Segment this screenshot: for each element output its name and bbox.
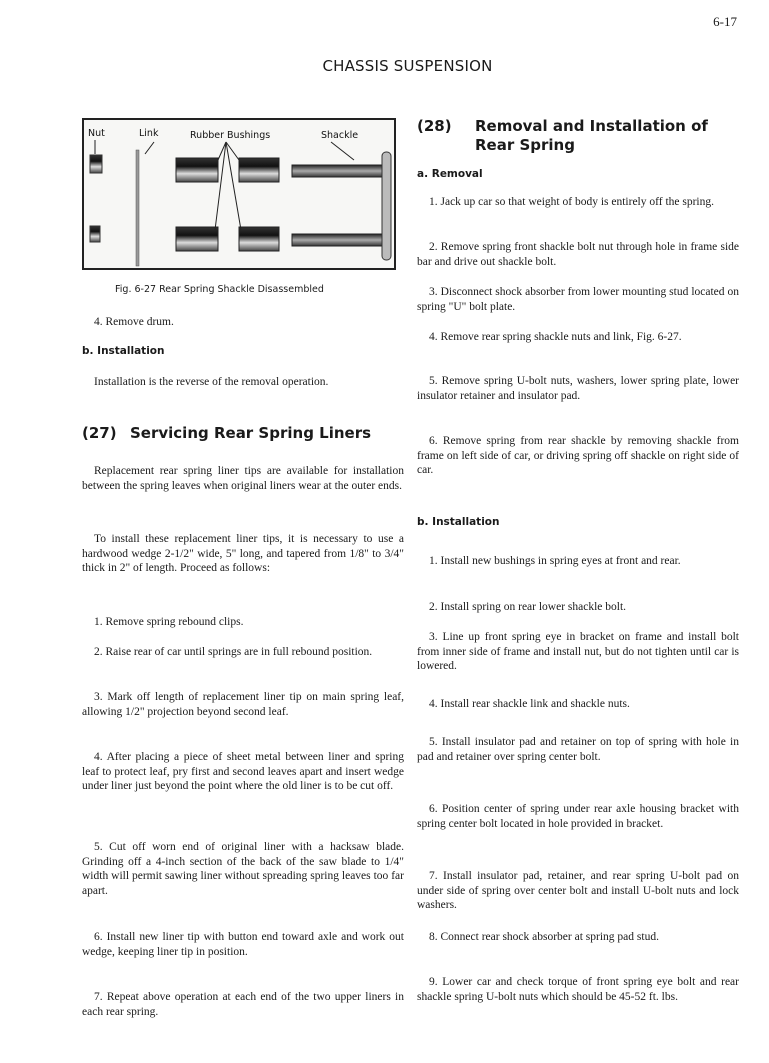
section-27-procedure-intro: To install these replacement liner tips, it is necessary to use a hardwood wedge 2-1/2" wide, 5" long, and tapered from 1/8" to 3/4" thick in 2" of length. Proceed as follows: bbox=[82, 533, 404, 574]
section-27-heading bbox=[82, 424, 371, 443]
removal-step-1: 1. Jack up car so that weight of body is entirely off the spring. bbox=[429, 196, 714, 208]
figure-rear-spring-shackle bbox=[82, 118, 396, 270]
install-step-4: 4. Install rear shackle link and shackle nuts. bbox=[429, 698, 630, 710]
liner-step-2: 2. Raise rear of car until springs are in full rebound position. bbox=[94, 646, 373, 658]
label-link: Link bbox=[139, 128, 159, 139]
liner-step-7: 7. Repeat above operation at each end of the two upper liners in each rear spring. bbox=[82, 991, 404, 1018]
install-step-3: 3. Line up front spring eye in bracket on frame and install bolt from inner side of frame and install nut, but do not tighten until car is lowered. bbox=[417, 631, 739, 672]
installation-heading-right: b. Installation bbox=[417, 516, 500, 528]
label-rubber-bushings: Rubber Bushings bbox=[190, 130, 271, 141]
section-28-number: (28) bbox=[417, 117, 452, 135]
install-step-9: 9. Lower car and check torque of front spring eye bolt and rear shackle spring U-bolt nuts which should be 45-52 ft. lbs. bbox=[417, 976, 739, 1003]
section-27-title: Servicing Rear Spring Liners bbox=[130, 424, 372, 442]
install-step-1: 1. Install new bushings in spring eyes at front and rear. bbox=[429, 555, 681, 567]
install-step-6: 6. Position center of spring under rear axle housing bracket with spring center bolt located in hole provided in bracket. bbox=[417, 803, 739, 830]
liner-step-6: 6. Install new liner tip with button end toward axle and work out wedge, keeping liner tip in position. bbox=[82, 931, 404, 958]
removal-heading: a. Removal bbox=[417, 168, 483, 180]
label-shackle: Shackle bbox=[321, 130, 359, 141]
removal-step-6: 6. Remove spring from rear shackle by removing shackle from frame on left side of car, or driving spring off shackle on right side of car. bbox=[417, 435, 739, 476]
page-number: 6-17 bbox=[713, 14, 737, 29]
install-step-5: 5. Install insulator pad and retainer on top of spring with hole in pad and retainer over spring center bolt. bbox=[417, 736, 739, 763]
section-28-title-line1: Removal and Installation of bbox=[475, 117, 708, 135]
label-nut: Nut bbox=[88, 128, 105, 139]
liner-step-5: 5. Cut off worn end of original liner with a hacksaw blade. Grinding off a 4-inch section of the back of the saw blade to 1/4" width will permit sawing liner without spreading spring leaves too far apart. bbox=[82, 841, 404, 897]
figure-caption: Fig. 6-27 Rear Spring Shackle Disassembled bbox=[115, 284, 324, 295]
removal-step-4-right: 4. Remove rear spring shackle nuts and link, Fig. 6-27. bbox=[429, 331, 682, 343]
removal-step-4: 4. Remove drum. bbox=[94, 316, 174, 328]
installation-heading-left: b. Installation bbox=[82, 345, 165, 357]
section-28-title-line2: Rear Spring bbox=[475, 136, 575, 154]
liner-step-3: 3. Mark off length of replacement liner tip on main spring leaf, allowing 1/2" projection beyond second leaf. bbox=[82, 691, 404, 718]
liner-step-1: 1. Remove spring rebound clips. bbox=[94, 616, 244, 628]
removal-step-2: 2. Remove spring front shackle bolt nut through hole in frame side bar and drive out shackle bolt. bbox=[417, 241, 739, 268]
removal-step-3: 3. Disconnect shock absorber from lower mounting stud located on spring "U" bolt plate. bbox=[417, 286, 739, 313]
install-step-7: 7. Install insulator pad, retainer, and rear spring U-bolt pad on under side of spring over center bolt and install U-bolt nuts and lock washers. bbox=[417, 870, 739, 911]
install-step-8: 8. Connect rear shock absorber at spring pad stud. bbox=[429, 931, 659, 943]
liner-step-4: 4. After placing a piece of sheet metal between liner and spring leaf to protect leaf, pry first and second leaves apart and insert wedge under liner just beyond the point where the old liner is to be cut off. bbox=[82, 751, 404, 792]
section-27-intro: Replacement rear spring liner tips are available for installation between the spring leaves when original liners wear at the outer ends. bbox=[82, 465, 404, 492]
installation-text: Installation is the reverse of the removal operation. bbox=[94, 376, 329, 388]
shackle-parts-illustration bbox=[84, 120, 394, 268]
removal-step-5: 5. Remove spring U-bolt nuts, washers, lower spring plate, lower insulator retainer and insulator pad. bbox=[417, 375, 739, 402]
install-step-2: 2. Install spring on rear lower shackle bolt. bbox=[429, 601, 627, 613]
section-27-number: (27) bbox=[82, 424, 117, 442]
page-title: CHASSIS SUSPENSION bbox=[322, 57, 493, 75]
section-28-heading bbox=[417, 117, 708, 155]
